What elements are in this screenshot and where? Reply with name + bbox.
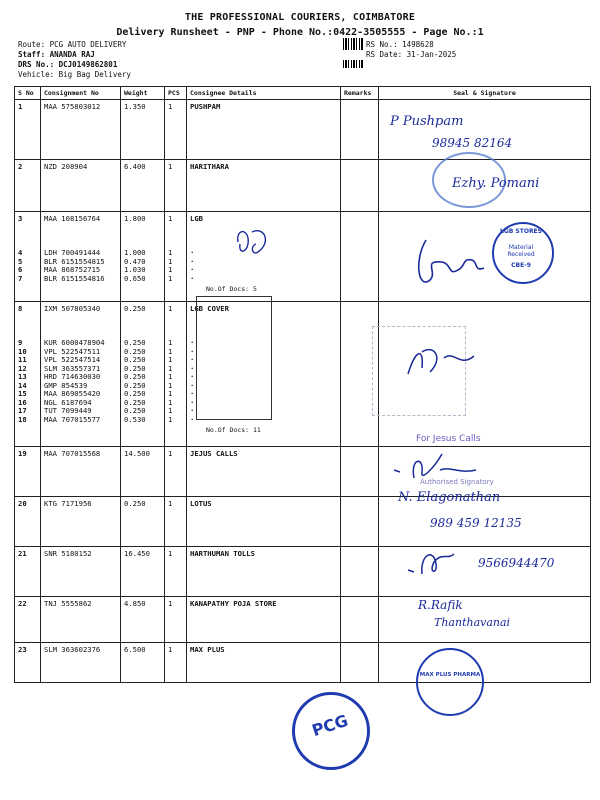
cell-consignment bbox=[41, 497, 121, 547]
cell-pcs bbox=[165, 100, 187, 160]
cell-weight bbox=[121, 497, 165, 547]
cell-consignment bbox=[41, 302, 121, 447]
consignment-value: KTG 7171956 bbox=[44, 499, 92, 508]
rs-no-label: RS No.: 1498628 bbox=[366, 40, 434, 49]
weight-value: 0.250 bbox=[124, 338, 146, 347]
consignment-value bbox=[44, 232, 117, 241]
cell-remarks bbox=[341, 160, 379, 212]
cell-sno bbox=[15, 447, 41, 497]
col-seal-signature: Seal & Signature bbox=[379, 87, 591, 100]
cell-pcs bbox=[165, 447, 187, 497]
max-plus-stamp-icon bbox=[416, 648, 484, 716]
sno-value: 18 bbox=[18, 414, 27, 424]
sno-value: 14 bbox=[18, 380, 27, 390]
consignment-value: MAA 869055420 bbox=[44, 389, 101, 398]
table-row bbox=[15, 643, 591, 683]
consignment-value: MAA 108156764 bbox=[44, 214, 101, 223]
weight-value bbox=[124, 224, 161, 233]
col-weight: Weight bbox=[121, 87, 165, 100]
sno-value: 7 bbox=[18, 273, 23, 283]
cell-consignment bbox=[41, 547, 121, 597]
consignee-value: · bbox=[190, 256, 195, 266]
consignment-value: IXM 507805340 bbox=[44, 304, 101, 313]
cell-sno bbox=[15, 643, 41, 683]
pcs-value bbox=[168, 232, 183, 241]
col-consignee: Consignee Details bbox=[187, 87, 341, 100]
consignee-value: HARTHUMAN TOLLS bbox=[190, 549, 255, 558]
sno-value: 11 bbox=[18, 355, 27, 364]
col-remarks: Remarks bbox=[341, 87, 379, 100]
consignee-value: · bbox=[190, 406, 195, 415]
weight-value: 1.030 bbox=[124, 265, 146, 274]
cell-pcs bbox=[165, 212, 187, 302]
cell-pcs bbox=[165, 160, 187, 212]
consignment-value: MAA 707015577 bbox=[44, 414, 101, 424]
signature-22-place: Thanthavanai bbox=[434, 616, 511, 629]
weight-value bbox=[124, 314, 161, 323]
pcs-value: 1 bbox=[168, 549, 173, 558]
meta-right bbox=[366, 40, 456, 60]
pcs-value: 1 bbox=[168, 162, 173, 171]
cell-consignee bbox=[187, 597, 341, 643]
sno-value: 6 bbox=[18, 265, 23, 274]
signature-1-phone: 98945 82164 bbox=[432, 136, 513, 150]
pcs-value: 1 bbox=[168, 599, 173, 608]
sno-value: 12 bbox=[18, 363, 27, 373]
consignee-value: · bbox=[190, 389, 195, 398]
consignee-value: · bbox=[190, 380, 195, 390]
sno-value bbox=[18, 224, 37, 233]
signature-lgb-icon bbox=[412, 220, 512, 300]
weight-value: 0.530 bbox=[124, 414, 146, 424]
cell-weight bbox=[121, 302, 165, 447]
weight-value: 0.250 bbox=[124, 406, 146, 415]
sno-value: 8 bbox=[18, 304, 23, 313]
sno-value bbox=[18, 322, 37, 331]
cell-remarks bbox=[341, 100, 379, 160]
cell-consignment bbox=[41, 447, 121, 497]
pcs-value: 1 bbox=[168, 406, 173, 415]
signature-20-phone: 989 459 12135 bbox=[430, 516, 522, 530]
sno-value: 21 bbox=[18, 549, 27, 558]
weight-value: 0.250 bbox=[124, 372, 146, 381]
consignment-value: VPL 522547511 bbox=[44, 346, 101, 356]
col-pcs: PCS bbox=[165, 87, 187, 100]
cell-weight bbox=[121, 100, 165, 160]
pcs-value: 1 bbox=[168, 248, 173, 257]
docs-count: No.Of Docs: 11 bbox=[206, 426, 261, 434]
cell-consignee bbox=[187, 160, 341, 212]
cell-remarks bbox=[341, 597, 379, 643]
sno-value: 10 bbox=[18, 346, 27, 356]
sno-value: 4 bbox=[18, 248, 23, 257]
weight-value: 14.500 bbox=[124, 449, 150, 458]
signature-2-name: Ezhy. Pomani bbox=[452, 176, 540, 191]
weight-value bbox=[124, 322, 161, 331]
weight-value: 0.650 bbox=[124, 273, 146, 283]
cell-weight bbox=[121, 597, 165, 643]
weight-value: 0.250 bbox=[124, 363, 146, 373]
consignment-value: SNR 5180152 bbox=[44, 549, 92, 558]
cell-consignee bbox=[187, 497, 341, 547]
authorised-signatory: Authorised Signatory bbox=[420, 478, 494, 486]
consignee-value: · bbox=[190, 355, 195, 364]
cell-pcs bbox=[165, 643, 187, 683]
meta-left bbox=[18, 40, 131, 80]
page-title: THE PROFESSIONAL COURIERS, COIMBATORE bbox=[184, 12, 416, 23]
consignee-value: · bbox=[190, 397, 195, 407]
weight-value: 0.250 bbox=[124, 304, 146, 313]
sno-value: 22 bbox=[18, 599, 27, 608]
cell-sno bbox=[15, 547, 41, 597]
weight-value: 6.500 bbox=[124, 645, 146, 654]
pcs-value: 1 bbox=[168, 102, 173, 111]
weight-value: 0.250 bbox=[124, 346, 146, 356]
pcs-value: 1 bbox=[168, 397, 173, 407]
sno-value bbox=[18, 232, 37, 241]
pcs-value: 1 bbox=[168, 214, 173, 223]
consignment-value bbox=[44, 314, 117, 323]
consignee-value: MAX PLUS bbox=[190, 645, 225, 654]
pcs-value: 1 bbox=[168, 265, 173, 274]
table-header-row bbox=[15, 87, 591, 100]
pcs-value: 1 bbox=[168, 645, 173, 654]
staff-label: Staff: ANANDA RAJ bbox=[18, 50, 95, 59]
consignment-value: SLM 363602376 bbox=[44, 645, 101, 654]
drs-label: DRS No.: DCJ0149862801 bbox=[18, 60, 118, 69]
sno-value bbox=[18, 314, 37, 323]
consignment-value: GMP 854539 bbox=[44, 380, 88, 390]
weight-value: 16.450 bbox=[124, 549, 150, 558]
weight-value: 6.400 bbox=[124, 162, 146, 171]
handwritten-mark-icon bbox=[228, 222, 278, 262]
consignee-value: · bbox=[190, 273, 195, 283]
sno-value: 23 bbox=[18, 645, 27, 654]
pcs-value bbox=[168, 314, 183, 323]
pcs-value: 1 bbox=[168, 304, 173, 313]
docs-count: No.Of Docs: 5 bbox=[206, 285, 257, 293]
consignee-value: · bbox=[190, 346, 195, 356]
sno-value: 2 bbox=[18, 162, 23, 171]
pcs-value: 1 bbox=[168, 414, 173, 424]
consignee-value: HARITHARA bbox=[190, 162, 229, 171]
pcs-value: 1 bbox=[168, 273, 173, 283]
barcode-right bbox=[343, 60, 363, 68]
table-row bbox=[15, 302, 591, 447]
cell-pcs bbox=[165, 497, 187, 547]
cell-sno bbox=[15, 100, 41, 160]
cell-consignee bbox=[187, 100, 341, 160]
cell-remarks bbox=[341, 447, 379, 497]
col-consignment: Consignment No bbox=[41, 87, 121, 100]
col-sno: S No bbox=[15, 87, 41, 100]
cell-pcs bbox=[165, 547, 187, 597]
pcs-value: 1 bbox=[168, 355, 173, 364]
cell-weight bbox=[121, 447, 165, 497]
consignment-value: LDH 700491444 bbox=[44, 248, 101, 257]
consignee-value: · bbox=[190, 372, 195, 381]
cell-remarks bbox=[341, 497, 379, 547]
weight-value: 1.350 bbox=[124, 102, 146, 111]
bundle-box bbox=[196, 296, 272, 420]
pcs-value: 1 bbox=[168, 499, 173, 508]
weight-value: 0.250 bbox=[124, 380, 146, 390]
lgb-stamp-top: LGB STORES bbox=[500, 228, 542, 235]
consignee-value: · bbox=[190, 363, 195, 373]
pcs-value: 1 bbox=[168, 256, 173, 266]
table-row bbox=[15, 547, 591, 597]
pcs-value bbox=[168, 322, 183, 331]
cell-consignment bbox=[41, 643, 121, 683]
sno-value: 3 bbox=[18, 214, 23, 223]
consignee-value: · bbox=[190, 414, 195, 424]
sno-value: 16 bbox=[18, 397, 27, 407]
consignee-value: PUSHPAM bbox=[190, 102, 221, 111]
signature-1-name: P Pushpam bbox=[390, 114, 464, 129]
weight-value: 0.250 bbox=[124, 397, 146, 407]
page-subtitle: Delivery Runsheet - PNP - Phone No.:0422-3505555 - Page No.:1 bbox=[116, 27, 484, 38]
lgb-stamp-middle: Material Received bbox=[507, 244, 535, 258]
cell-consignee bbox=[187, 643, 341, 683]
cell-remarks bbox=[341, 212, 379, 302]
cell-weight bbox=[121, 547, 165, 597]
weight-value bbox=[124, 232, 161, 241]
consignment-value: KUR 6000478904 bbox=[44, 338, 105, 347]
table-row bbox=[15, 100, 591, 160]
consignee-value: · bbox=[190, 338, 195, 347]
pcs-value: 1 bbox=[168, 363, 173, 373]
pcs-value: 1 bbox=[168, 372, 173, 381]
weight-value: 1.800 bbox=[124, 214, 146, 223]
sno-value: 1 bbox=[18, 102, 23, 111]
pcs-value: 1 bbox=[168, 346, 173, 356]
weight-value: 0.250 bbox=[124, 499, 146, 508]
cell-pcs bbox=[165, 302, 187, 447]
weight-value: 0.250 bbox=[124, 355, 146, 364]
cell-seal-signature bbox=[379, 643, 591, 683]
signature-lgb-cover-icon bbox=[404, 338, 484, 388]
consignment-value: HRD 714630030 bbox=[44, 372, 101, 381]
consignee-value: KANAPATHY POJA STORE bbox=[190, 599, 277, 608]
cell-consignment bbox=[41, 160, 121, 212]
consignment-value: TNJ 5555862 bbox=[44, 599, 92, 608]
consignee-value: JEJUS CALLS bbox=[190, 449, 238, 458]
consignment-value: NGL 6187694 bbox=[44, 397, 92, 407]
consignee-value: LOTUS bbox=[190, 499, 212, 508]
cell-weight bbox=[121, 212, 165, 302]
cell-consignment bbox=[41, 100, 121, 160]
consignment-value: MAA 868752715 bbox=[44, 265, 101, 274]
cell-seal-signature bbox=[379, 100, 591, 160]
cell-consignee bbox=[187, 447, 341, 497]
route-label: Route: PCG AUTO DELIVERY bbox=[18, 40, 127, 49]
cell-sno bbox=[15, 497, 41, 547]
lgb-stamp-bottom: CBE-9 bbox=[511, 262, 531, 269]
sno-value: 5 bbox=[18, 256, 23, 266]
cell-sno bbox=[15, 160, 41, 212]
signature-21-icon bbox=[404, 544, 464, 580]
consignment-value: MAA 707015568 bbox=[44, 449, 101, 458]
weight-value: 0.470 bbox=[124, 256, 146, 266]
signature-21-phone: 9566944470 bbox=[478, 556, 555, 570]
jesus-calls-stamp: For Jesus Calls bbox=[416, 434, 481, 444]
pcg-stamp-text: PCG bbox=[309, 710, 351, 741]
consignee-value: LGB bbox=[190, 214, 203, 223]
cell-remarks bbox=[341, 547, 379, 597]
signature-20-name: N. Elagonathan bbox=[398, 490, 501, 505]
consignee-value: LGB COVER bbox=[190, 304, 229, 313]
sno-value: 17 bbox=[18, 406, 27, 415]
pcs-value: 1 bbox=[168, 449, 173, 458]
consignment-value: TUT 7099449 bbox=[44, 406, 92, 415]
rs-date-label: RS Date: 31-Jan-2025 bbox=[366, 50, 457, 59]
consignment-value: VPL 522547514 bbox=[44, 355, 101, 364]
consignment-value: NZD 208904 bbox=[44, 162, 88, 171]
sno-value: 20 bbox=[18, 499, 27, 508]
vehicle-label: Vehicle: Big Bag Delivery bbox=[18, 70, 131, 79]
cell-weight bbox=[121, 643, 165, 683]
sno-value: 15 bbox=[18, 389, 27, 398]
consignment-value: SLM 363557371 bbox=[44, 363, 101, 373]
consignment-value: BLR 6151554815 bbox=[44, 256, 105, 266]
barcode-left bbox=[343, 38, 363, 50]
cell-weight bbox=[121, 160, 165, 212]
sno-value: 19 bbox=[18, 449, 27, 458]
sno-value: 9 bbox=[18, 338, 23, 347]
weight-value: 1.000 bbox=[124, 248, 146, 257]
max-plus-stamp-text: MAX PLUS PHARMA bbox=[419, 672, 481, 678]
signature-22-name: R.Rafik bbox=[418, 598, 463, 612]
consignment-value bbox=[44, 224, 117, 233]
cell-pcs bbox=[165, 597, 187, 643]
cell-consignment bbox=[41, 597, 121, 643]
cell-consignment bbox=[41, 212, 121, 302]
pcs-value: 1 bbox=[168, 338, 173, 347]
cell-sno bbox=[15, 597, 41, 643]
cell-remarks bbox=[341, 643, 379, 683]
consignee-value: · bbox=[190, 248, 195, 257]
weight-value: 4.850 bbox=[124, 599, 146, 608]
cell-sno bbox=[15, 302, 41, 447]
sno-value: 13 bbox=[18, 372, 27, 381]
consignment-value: MAA 575803012 bbox=[44, 102, 101, 111]
table-row bbox=[15, 447, 591, 497]
consignment-value: BLR 6151554816 bbox=[44, 273, 105, 283]
weight-value: 0.250 bbox=[124, 389, 146, 398]
cell-consignee bbox=[187, 547, 341, 597]
cell-sno bbox=[15, 212, 41, 302]
pcs-value: 1 bbox=[168, 380, 173, 390]
consignee-value: · bbox=[190, 265, 195, 274]
pcs-value bbox=[168, 224, 183, 233]
consignment-value bbox=[44, 322, 117, 331]
pcs-value: 1 bbox=[168, 389, 173, 398]
